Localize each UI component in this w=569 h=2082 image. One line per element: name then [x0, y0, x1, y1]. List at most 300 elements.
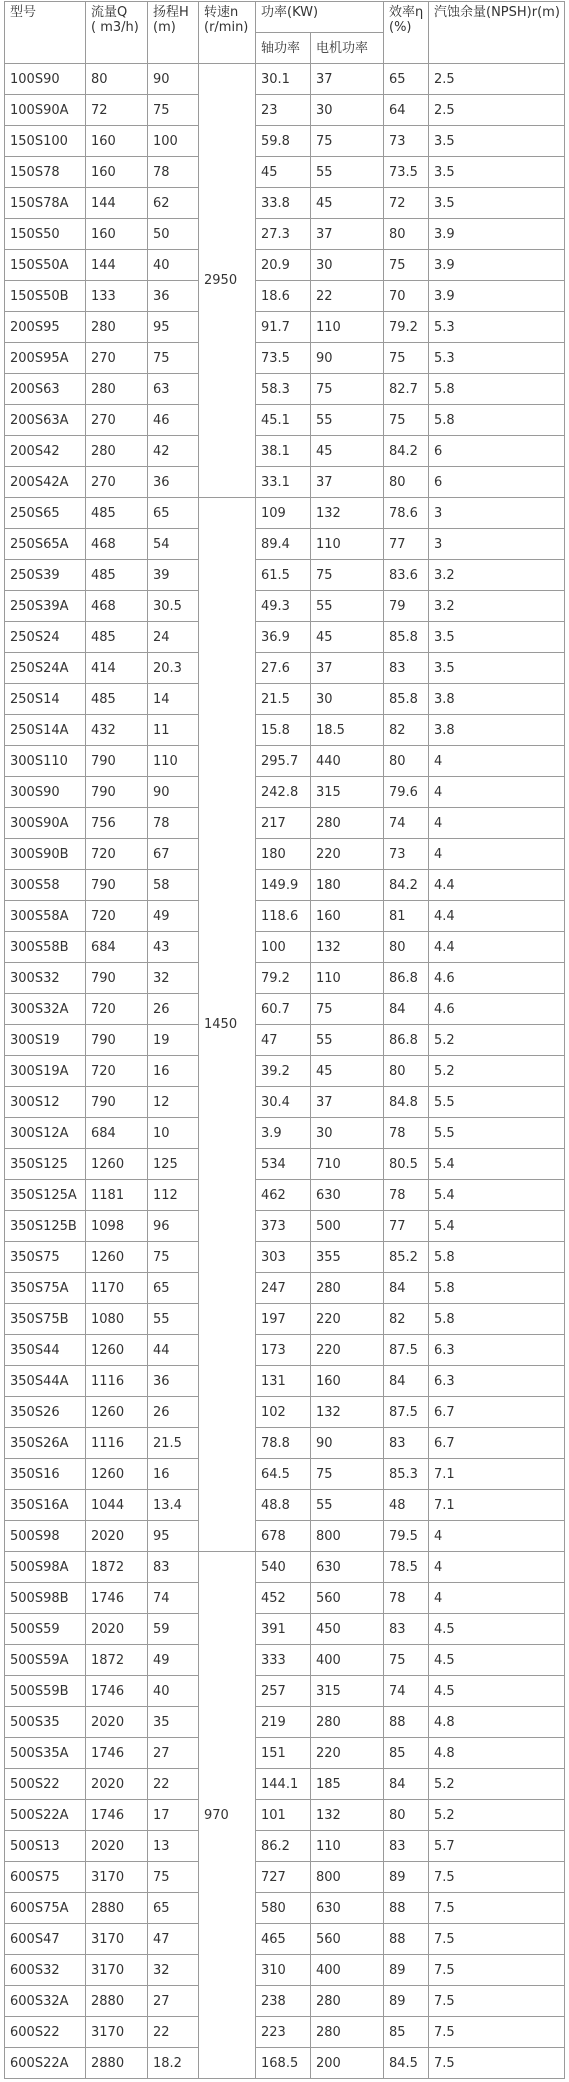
model-cell: 350S125	[5, 1149, 86, 1180]
shaft-power-cell: 38.1	[256, 436, 311, 467]
npsh-cell: 5.5	[429, 1087, 565, 1118]
efficiency-cell: 87.5	[384, 1335, 429, 1366]
motor-power-cell: 220	[311, 1738, 384, 1769]
shaft-power-cell: 58.3	[256, 374, 311, 405]
efficiency-cell: 77	[384, 1211, 429, 1242]
efficiency-cell: 74	[384, 808, 429, 839]
head-cell: 32	[148, 963, 199, 994]
model-cell: 250S14A	[5, 715, 86, 746]
shaft-power-cell: 39.2	[256, 1056, 311, 1087]
motor-power-cell: 55	[311, 405, 384, 436]
header-motor-power: 电机功率	[311, 33, 384, 64]
table-row	[5, 1955, 565, 1986]
shaft-power-cell: 144.1	[256, 1769, 311, 1800]
flow-cell: 1746	[86, 1676, 148, 1707]
header-head	[148, 2, 199, 64]
npsh-cell: 2.5	[429, 95, 565, 126]
model-cell: 300S58B	[5, 932, 86, 963]
npsh-cell: 5.8	[429, 374, 565, 405]
flow-cell: 720	[86, 994, 148, 1025]
efficiency-cell: 84.8	[384, 1087, 429, 1118]
shaft-power-cell: 452	[256, 1583, 311, 1614]
npsh-cell: 4.4	[429, 932, 565, 963]
shaft-power-cell: 79.2	[256, 963, 311, 994]
efficiency-cell: 78	[384, 1583, 429, 1614]
head-cell: 78	[148, 157, 199, 188]
flow-cell: 270	[86, 405, 148, 436]
shaft-power-cell: 33.1	[256, 467, 311, 498]
shaft-power-cell: 27.6	[256, 653, 311, 684]
efficiency-cell: 73	[384, 126, 429, 157]
table-row	[5, 2048, 565, 2079]
shaft-power-cell: 462	[256, 1180, 311, 1211]
flow-cell: 790	[86, 870, 148, 901]
flow-cell: 160	[86, 126, 148, 157]
npsh-cell: 7.1	[429, 1459, 565, 1490]
table-row	[5, 746, 565, 777]
motor-power-cell: 315	[311, 777, 384, 808]
table-row	[5, 1800, 565, 1831]
model-cell: 300S90A	[5, 808, 86, 839]
model-cell: 600S47	[5, 1924, 86, 1955]
head-cell: 58	[148, 870, 199, 901]
shaft-power-cell: 580	[256, 1893, 311, 1924]
table-row	[5, 1211, 565, 1242]
efficiency-cell: 73.5	[384, 157, 429, 188]
table-row	[5, 1924, 565, 1955]
table-row	[5, 1490, 565, 1521]
npsh-cell: 3	[429, 529, 565, 560]
motor-power-cell: 55	[311, 157, 384, 188]
npsh-cell: 3.8	[429, 684, 565, 715]
motor-power-cell: 160	[311, 1366, 384, 1397]
motor-power-cell: 30	[311, 95, 384, 126]
model-cell: 200S63A	[5, 405, 86, 436]
motor-power-cell: 400	[311, 1645, 384, 1676]
table-row	[5, 1056, 565, 1087]
table-row	[5, 405, 565, 436]
motor-power-cell: 30	[311, 1118, 384, 1149]
motor-power-cell: 355	[311, 1242, 384, 1273]
head-cell: 30.5	[148, 591, 199, 622]
flow-cell: 1181	[86, 1180, 148, 1211]
flow-cell: 144	[86, 250, 148, 281]
head-cell: 26	[148, 1397, 199, 1428]
flow-cell: 160	[86, 219, 148, 250]
motor-power-cell: 630	[311, 1180, 384, 1211]
model-cell: 150S50	[5, 219, 86, 250]
table-row	[5, 1149, 565, 1180]
motor-power-cell: 110	[311, 312, 384, 343]
shaft-power-cell: 15.8	[256, 715, 311, 746]
head-cell: 44	[148, 1335, 199, 1366]
table-row	[5, 1738, 565, 1769]
motor-power-cell: 110	[311, 963, 384, 994]
shaft-power-cell: 678	[256, 1521, 311, 1552]
head-cell: 74	[148, 1583, 199, 1614]
motor-power-cell: 37	[311, 64, 384, 95]
flow-cell: 2020	[86, 1707, 148, 1738]
motor-power-cell: 90	[311, 343, 384, 374]
motor-power-cell: 315	[311, 1676, 384, 1707]
flow-cell: 1260	[86, 1149, 148, 1180]
shaft-power-cell: 391	[256, 1614, 311, 1645]
efficiency-cell: 80	[384, 219, 429, 250]
header-npsh: 汽蚀余量(NPSH)r(m)	[429, 2, 565, 64]
model-cell: 350S44	[5, 1335, 86, 1366]
shaft-power-cell: 48.8	[256, 1490, 311, 1521]
flow-cell: 790	[86, 746, 148, 777]
flow-cell: 72	[86, 95, 148, 126]
model-cell: 250S39	[5, 560, 86, 591]
efficiency-cell: 84.5	[384, 2048, 429, 2079]
head-cell: 36	[148, 467, 199, 498]
table-row	[5, 1118, 565, 1149]
npsh-cell: 4.8	[429, 1738, 565, 1769]
model-cell: 200S95A	[5, 343, 86, 374]
model-cell: 600S22A	[5, 2048, 86, 2079]
efficiency-cell: 72	[384, 188, 429, 219]
header-row	[5, 2, 565, 33]
header-efficiency	[384, 2, 429, 64]
model-cell: 300S32	[5, 963, 86, 994]
motor-power-cell: 630	[311, 1552, 384, 1583]
efficiency-cell: 83.6	[384, 560, 429, 591]
model-cell: 500S59A	[5, 1645, 86, 1676]
npsh-cell: 3.2	[429, 560, 565, 591]
model-cell: 600S75A	[5, 1893, 86, 1924]
npsh-cell: 3	[429, 498, 565, 529]
npsh-cell: 4.4	[429, 870, 565, 901]
table-row	[5, 653, 565, 684]
model-cell: 500S22	[5, 1769, 86, 1800]
head-cell: 40	[148, 1676, 199, 1707]
head-cell: 10	[148, 1118, 199, 1149]
motor-power-cell: 280	[311, 2017, 384, 2048]
model-cell: 100S90	[5, 64, 86, 95]
npsh-cell: 5.2	[429, 1769, 565, 1800]
npsh-cell: 3.5	[429, 157, 565, 188]
table-row	[5, 994, 565, 1025]
flow-cell: 790	[86, 1025, 148, 1056]
npsh-cell: 5.2	[429, 1025, 565, 1056]
npsh-cell: 2.5	[429, 64, 565, 95]
motor-power-cell: 280	[311, 1273, 384, 1304]
shaft-power-cell: 217	[256, 808, 311, 839]
shaft-power-cell: 86.2	[256, 1831, 311, 1862]
model-cell: 250S24A	[5, 653, 86, 684]
motor-power-cell: 132	[311, 498, 384, 529]
npsh-cell: 6.3	[429, 1335, 565, 1366]
model-cell: 350S125A	[5, 1180, 86, 1211]
head-cell: 19	[148, 1025, 199, 1056]
efficiency-cell: 78	[384, 1180, 429, 1211]
header-head-unit: (m)	[153, 20, 176, 35]
npsh-cell: 5.3	[429, 343, 565, 374]
flow-cell: 1746	[86, 1800, 148, 1831]
head-cell: 16	[148, 1056, 199, 1087]
npsh-cell: 7.5	[429, 1955, 565, 1986]
table-row	[5, 1521, 565, 1552]
flow-cell: 1116	[86, 1428, 148, 1459]
npsh-cell: 3.2	[429, 591, 565, 622]
shaft-power-cell: 45.1	[256, 405, 311, 436]
efficiency-cell: 75	[384, 1645, 429, 1676]
shaft-power-cell: 36.9	[256, 622, 311, 653]
table-row	[5, 281, 565, 312]
speed-cell: 2950	[199, 64, 256, 498]
npsh-cell: 4	[429, 1583, 565, 1614]
flow-cell: 2880	[86, 2048, 148, 2079]
model-cell: 200S42	[5, 436, 86, 467]
shaft-power-cell: 64.5	[256, 1459, 311, 1490]
header-flow-unit: ( m3/h)	[91, 20, 139, 35]
model-cell: 350S16	[5, 1459, 86, 1490]
header-shaft-power: 轴功率	[256, 33, 311, 64]
efficiency-cell: 85.3	[384, 1459, 429, 1490]
efficiency-cell: 80.5	[384, 1149, 429, 1180]
model-cell: 350S26A	[5, 1428, 86, 1459]
model-cell: 500S35	[5, 1707, 86, 1738]
motor-power-cell: 18.5	[311, 715, 384, 746]
table-row	[5, 1459, 565, 1490]
table-row	[5, 1862, 565, 1893]
npsh-cell: 4	[429, 746, 565, 777]
flow-cell: 720	[86, 901, 148, 932]
motor-power-cell: 560	[311, 1924, 384, 1955]
shaft-power-cell: 151	[256, 1738, 311, 1769]
shaft-power-cell: 101	[256, 1800, 311, 1831]
efficiency-cell: 88	[384, 1893, 429, 1924]
shaft-power-cell: 45	[256, 157, 311, 188]
model-cell: 300S58	[5, 870, 86, 901]
table-row	[5, 529, 565, 560]
head-cell: 95	[148, 1521, 199, 1552]
head-cell: 50	[148, 219, 199, 250]
motor-power-cell: 220	[311, 1304, 384, 1335]
table-row	[5, 374, 565, 405]
model-cell: 500S98	[5, 1521, 86, 1552]
table-row	[5, 684, 565, 715]
table-row	[5, 1025, 565, 1056]
table-row	[5, 1397, 565, 1428]
efficiency-cell: 80	[384, 467, 429, 498]
model-cell: 300S90B	[5, 839, 86, 870]
head-cell: 20.3	[148, 653, 199, 684]
npsh-cell: 7.5	[429, 1924, 565, 1955]
shaft-power-cell: 47	[256, 1025, 311, 1056]
head-cell: 35	[148, 1707, 199, 1738]
flow-cell: 270	[86, 343, 148, 374]
shaft-power-cell: 30.4	[256, 1087, 311, 1118]
head-cell: 14	[148, 684, 199, 715]
head-cell: 27	[148, 1738, 199, 1769]
table-row	[5, 64, 565, 95]
motor-power-cell: 75	[311, 1459, 384, 1490]
table-row	[5, 1614, 565, 1645]
table-row	[5, 1583, 565, 1614]
shaft-power-cell: 168.5	[256, 2048, 311, 2079]
head-cell: 67	[148, 839, 199, 870]
shaft-power-cell: 465	[256, 1924, 311, 1955]
table-row	[5, 622, 565, 653]
motor-power-cell: 280	[311, 1986, 384, 2017]
shaft-power-cell: 61.5	[256, 560, 311, 591]
table-row	[5, 839, 565, 870]
model-cell: 300S58A	[5, 901, 86, 932]
motor-power-cell: 220	[311, 839, 384, 870]
model-cell: 600S32A	[5, 1986, 86, 2017]
flow-cell: 1872	[86, 1552, 148, 1583]
motor-power-cell: 90	[311, 1428, 384, 1459]
head-cell: 13.4	[148, 1490, 199, 1521]
shaft-power-cell: 257	[256, 1676, 311, 1707]
efficiency-cell: 78	[384, 1118, 429, 1149]
efficiency-cell: 84	[384, 994, 429, 1025]
shaft-power-cell: 73.5	[256, 343, 311, 374]
motor-power-cell: 280	[311, 1707, 384, 1738]
table-row	[5, 715, 565, 746]
efficiency-cell: 80	[384, 932, 429, 963]
head-cell: 90	[148, 777, 199, 808]
flow-cell: 485	[86, 560, 148, 591]
flow-cell: 1746	[86, 1583, 148, 1614]
npsh-cell: 6	[429, 436, 565, 467]
flow-cell: 468	[86, 591, 148, 622]
motor-power-cell: 132	[311, 1397, 384, 1428]
npsh-cell: 3.5	[429, 622, 565, 653]
model-cell: 500S98B	[5, 1583, 86, 1614]
shaft-power-cell: 102	[256, 1397, 311, 1428]
head-cell: 36	[148, 281, 199, 312]
head-cell: 27	[148, 1986, 199, 2017]
npsh-cell: 7.5	[429, 1893, 565, 1924]
efficiency-cell: 74	[384, 1676, 429, 1707]
npsh-cell: 4	[429, 1521, 565, 1552]
header-flow-label: 流量Q	[91, 5, 128, 20]
head-cell: 75	[148, 1862, 199, 1893]
efficiency-cell: 65	[384, 64, 429, 95]
header-efficiency-label: 效率η	[389, 5, 424, 20]
flow-cell: 2020	[86, 1831, 148, 1862]
motor-power-cell: 45	[311, 622, 384, 653]
table-row	[5, 343, 565, 374]
efficiency-cell: 83	[384, 1831, 429, 1862]
shaft-power-cell: 223	[256, 2017, 311, 2048]
head-cell: 40	[148, 250, 199, 281]
model-cell: 150S50B	[5, 281, 86, 312]
header-head-label: 扬程H	[153, 5, 189, 20]
shaft-power-cell: 242.8	[256, 777, 311, 808]
flow-cell: 3170	[86, 1862, 148, 1893]
speed-cell: 1450	[199, 498, 256, 1552]
model-cell: 350S75A	[5, 1273, 86, 1304]
head-cell: 17	[148, 1800, 199, 1831]
motor-power-cell: 180	[311, 870, 384, 901]
motor-power-cell: 800	[311, 1862, 384, 1893]
efficiency-cell: 84	[384, 1273, 429, 1304]
table-row	[5, 1242, 565, 1273]
shaft-power-cell: 109	[256, 498, 311, 529]
shaft-power-cell: 23	[256, 95, 311, 126]
npsh-cell: 5.3	[429, 312, 565, 343]
table-row	[5, 1304, 565, 1335]
flow-cell: 485	[86, 684, 148, 715]
npsh-cell: 6.7	[429, 1428, 565, 1459]
efficiency-cell: 48	[384, 1490, 429, 1521]
shaft-power-cell: 219	[256, 1707, 311, 1738]
flow-cell: 756	[86, 808, 148, 839]
motor-power-cell: 280	[311, 808, 384, 839]
flow-cell: 133	[86, 281, 148, 312]
model-cell: 250S39A	[5, 591, 86, 622]
head-cell: 65	[148, 498, 199, 529]
model-cell: 500S98A	[5, 1552, 86, 1583]
head-cell: 110	[148, 746, 199, 777]
motor-power-cell: 75	[311, 994, 384, 1025]
table-row	[5, 1087, 565, 1118]
motor-power-cell: 560	[311, 1583, 384, 1614]
npsh-cell: 4.6	[429, 963, 565, 994]
table-row	[5, 1366, 565, 1397]
npsh-cell: 7.5	[429, 2048, 565, 2079]
flow-cell: 1080	[86, 1304, 148, 1335]
npsh-cell: 3.9	[429, 281, 565, 312]
shaft-power-cell: 91.7	[256, 312, 311, 343]
motor-power-cell: 132	[311, 1800, 384, 1831]
efficiency-cell: 85.8	[384, 684, 429, 715]
shaft-power-cell: 3.9	[256, 1118, 311, 1149]
shaft-power-cell: 49.3	[256, 591, 311, 622]
efficiency-cell: 85	[384, 2017, 429, 2048]
head-cell: 63	[148, 374, 199, 405]
shaft-power-cell: 21.5	[256, 684, 311, 715]
shaft-power-cell: 333	[256, 1645, 311, 1676]
motor-power-cell: 160	[311, 901, 384, 932]
model-cell: 250S65	[5, 498, 86, 529]
npsh-cell: 5.8	[429, 1242, 565, 1273]
efficiency-cell: 83	[384, 653, 429, 684]
flow-cell: 2880	[86, 1986, 148, 2017]
table-row	[5, 1335, 565, 1366]
flow-cell: 790	[86, 1087, 148, 1118]
motor-power-cell: 30	[311, 684, 384, 715]
efficiency-cell: 75	[384, 343, 429, 374]
efficiency-cell: 82	[384, 715, 429, 746]
model-cell: 600S75	[5, 1862, 86, 1893]
efficiency-cell: 85.8	[384, 622, 429, 653]
npsh-cell: 4.5	[429, 1676, 565, 1707]
flow-cell: 790	[86, 963, 148, 994]
head-cell: 65	[148, 1273, 199, 1304]
header-speed	[199, 2, 256, 64]
flow-cell: 1260	[86, 1459, 148, 1490]
head-cell: 32	[148, 1955, 199, 1986]
model-cell: 300S19A	[5, 1056, 86, 1087]
motor-power-cell: 45	[311, 436, 384, 467]
efficiency-cell: 80	[384, 746, 429, 777]
motor-power-cell: 75	[311, 374, 384, 405]
flow-cell: 2020	[86, 1769, 148, 1800]
table-row	[5, 1552, 565, 1583]
head-cell: 18.2	[148, 2048, 199, 2079]
shaft-power-cell: 373	[256, 1211, 311, 1242]
shaft-power-cell: 131	[256, 1366, 311, 1397]
motor-power-cell: 400	[311, 1955, 384, 1986]
npsh-cell: 5.4	[429, 1149, 565, 1180]
head-cell: 83	[148, 1552, 199, 1583]
flow-cell: 80	[86, 64, 148, 95]
